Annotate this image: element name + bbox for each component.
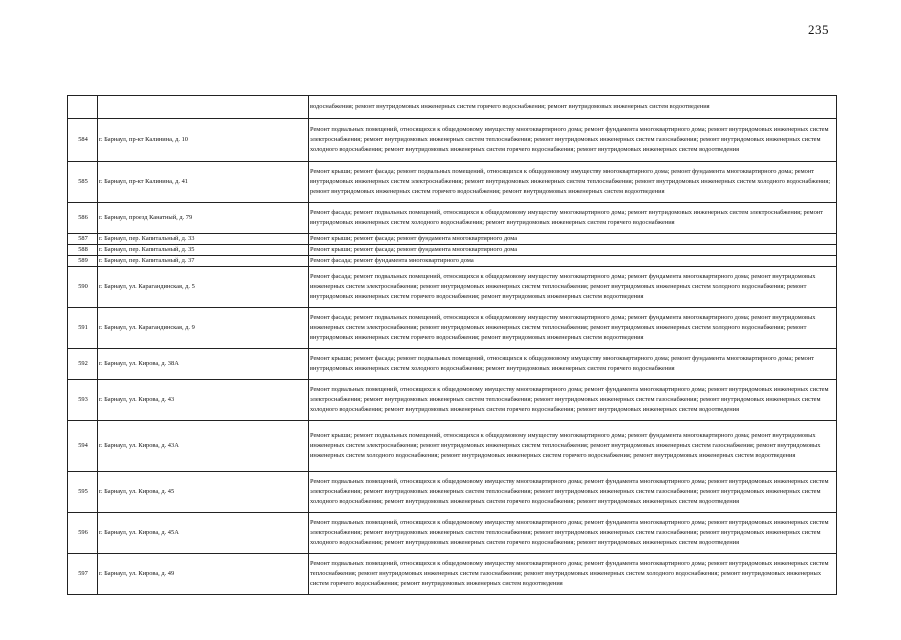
row-works: Ремонт крыши; ремонт фасада; ремонт фундамента многоквартирного дома (309, 245, 837, 256)
row-works: Ремонт крыши; ремонт фасада; ремонт подвальных помещений, относящихся к общедомовому имуществу многоквартирного дома; ремонт фундамента многоквартирного дома; ремонт внутридомовых инженерных систем холодного водоснабжения; ремонт внутридомовых инженерных систем горячего водоснабжения (309, 349, 837, 380)
table-row (68, 119, 837, 162)
row-address (98, 96, 309, 119)
row-number: 584 (68, 119, 98, 162)
row-address: г. Барнаул, ул. Карагандинская, д. 5 (98, 267, 309, 308)
row-works: Ремонт крыши; ремонт фасада; ремонт фундамента многоквартирного дома (309, 234, 837, 245)
row-works: Ремонт подвальных помещений, относящихся к общедомовому имуществу многоквартирного дома; ремонт фундамента многоквартирного дома; ремонт внутридомовых инженерных систем электроснабжения; ремонт внутридомовых инженерных систем теплоснабжения; ремонт внутридомовых инженерных систем газоснабжения; ремонт внутридомовых инженерных систем холодного водоснабжения; ремонт внутридомовых инженерных систем горячего водоснабжения; ремонт внутридомовых инженерных систем водоотведения (309, 513, 837, 554)
row-number: 593 (68, 380, 98, 421)
row-address: г. Барнаул, проезд Канатный, д. 79 (98, 203, 309, 234)
row-works: Ремонт подвальных помещений, относящихся к общедомовому имуществу многоквартирного дома; ремонт фундамента многоквартирного дома; ремонт внутридомовых инженерных систем электроснабжения; ремонт внутридомовых инженерных систем теплоснабжения; ремонт внутридомовых инженерных систем газоснабжения; ремонт внутридомовых инженерных систем холодного водоснабжения; ремонт внутридомовых инженерных систем горячего водоснабжения; ремонт внутридомовых инженерных систем водоотведения (309, 380, 837, 421)
table-row (68, 256, 837, 267)
row-works: Ремонт фасада; ремонт подвальных помещений, относящихся к общедомовому имуществу многоквартирного дома; ремонт внутридомовых инженерных систем электроснабжения; ремонт внутридомовых инженерных систем холодного водоснабжения; ремонт внутридомовых инженерных систем горячего водоснабжения (309, 203, 837, 234)
row-works: Ремонт подвальных помещений, относящихся к общедомовому имуществу многоквартирного дома; ремонт фундамента многоквартирного дома; ремонт внутридомовых инженерных систем теплоснабжения; ремонт внутридомовых инженерных систем газоснабжения; ремонт внутридомовых инженерных систем холодного водоснабжения; ремонт внутридомовых инженерных систем горячего водоснабжения; ремонт внутридомовых инженерных систем водоотведения (309, 554, 837, 595)
row-address: г. Барнаул, ул. Кирова, д. 43А (98, 421, 309, 472)
row-address: г. Барнаул, пр-кт Калинина, д. 10 (98, 119, 309, 162)
row-address: г. Барнаул, ул. Карагандинская, д. 9 (98, 308, 309, 349)
row-number (68, 96, 98, 119)
row-number: 596 (68, 513, 98, 554)
row-number: 587 (68, 234, 98, 245)
row-works: Ремонт подвальных помещений, относящихся к общедомовому имуществу многоквартирного дома; ремонт фундамента многоквартирного дома; ремонт внутридомовых инженерных систем электроснабжения; ремонт внутридомовых инженерных систем теплоснабжения; ремонт внутридомовых инженерных систем газоснабжения; ремонт внутридомовых инженерных систем холодного водоснабжения; ремонт внутридомовых инженерных систем горячего водоснабжения; ремонт внутридомовых инженерных систем водоотведения (309, 119, 837, 162)
table-row (68, 513, 837, 554)
row-number: 588 (68, 245, 98, 256)
row-number: 585 (68, 162, 98, 203)
row-address: г. Барнаул, ул. Кирова, д. 38А (98, 349, 309, 380)
row-works: водоснабжения; ремонт внутридомовых инженерных систем горячего водоснабжения; ремонт внутридомовых инженерных систем водоотведения (309, 96, 837, 119)
table-row (68, 203, 837, 234)
row-address: г. Барнаул, ул. Кирова, д. 43 (98, 380, 309, 421)
row-works: Ремонт фасада; ремонт подвальных помещений, относящихся к общедомовому имуществу многоквартирного дома; ремонт фундамента многоквартирного дома; ремонт внутридомовых инженерных систем электроснабжения; ремонт внутридомовых инженерных систем теплоснабжения; ремонт внутридомовых инженерных систем холодного водоснабжения; ремонт внутридомовых инженерных систем горячего водоснабжения; ремонт внутридомовых инженерных систем водоотведения (309, 267, 837, 308)
row-address: г. Барнаул, ул. Кирова, д. 45 (98, 472, 309, 513)
row-number: 591 (68, 308, 98, 349)
row-address: г. Барнаул, пр-кт Калинина, д. 41 (98, 162, 309, 203)
table-row (68, 421, 837, 472)
table-row (68, 554, 837, 595)
row-works: Ремонт фасада; ремонт подвальных помещений, относящихся к общедомовому имуществу многоквартирного дома; ремонт фундамента многоквартирного дома; ремонт внутридомовых инженерных систем электроснабжения; ремонт внутридомовых инженерных систем теплоснабжения; ремонт внутридомовых инженерных систем холодного водоснабжения; ремонт внутридомовых инженерных систем горячего водоснабжения; ремонт внутридомовых инженерных систем водоотведения (309, 308, 837, 349)
table-row (68, 308, 837, 349)
row-number: 595 (68, 472, 98, 513)
table-row (68, 380, 837, 421)
table-row (68, 162, 837, 203)
row-address: г. Барнаул, пер. Капитальный, д. 35 (98, 245, 309, 256)
row-works: Ремонт крыши; ремонт подвальных помещений, относящихся к общедомовому имуществу многоквартирного дома; ремонт фундамента многоквартирного дома; ремонт внутридомовых инженерных систем электроснабжения; ремонт внутридомовых инженерных систем теплоснабжения; ремонт внутридомовых инженерных систем газоснабжения; ремонт внутридомовых инженерных систем холодного водоснабжения; ремонт внутридомовых инженерных систем горячего водоснабжения; ремонт внутридомовых инженерных систем водоотведения (309, 421, 837, 472)
row-address: г. Барнаул, ул. Кирова, д. 45А (98, 513, 309, 554)
row-works: Ремонт фасада; ремонт фундамента многоквартирного дома (309, 256, 837, 267)
row-number: 597 (68, 554, 98, 595)
table-row (68, 245, 837, 256)
row-address: г. Барнаул, пер. Капитальный, д. 33 (98, 234, 309, 245)
buildings-table (67, 95, 837, 595)
row-address: г. Барнаул, ул. Кирова, д. 49 (98, 554, 309, 595)
row-works: Ремонт крыши; ремонт фасада; ремонт подвальных помещений, относящихся к общедомовому имуществу многоквартирного дома; ремонт фундамента многоквартирного дома; ремонт внутридомовых инженерных систем электроснабжения; ремонт внутридомовых инженерных систем теплоснабжения; ремонт внутридомовых инженерных систем холодного водоснабжения; ремонт внутридомовых инженерных систем горячего водоснабжения; ремонт внутридомовых инженерных систем водоотведения (309, 162, 837, 203)
row-number: 586 (68, 203, 98, 234)
page-number: 235 (808, 22, 829, 37)
row-address: г. Барнаул, пер. Капитальный, д. 37 (98, 256, 309, 267)
table-row (68, 267, 837, 308)
table-row (68, 349, 837, 380)
table-row (68, 234, 837, 245)
table-row (68, 472, 837, 513)
row-number: 590 (68, 267, 98, 308)
row-works: Ремонт подвальных помещений, относящихся к общедомовому имуществу многоквартирного дома; ремонт фундамента многоквартирного дома; ремонт внутридомовых инженерных систем электроснабжения; ремонт внутридомовых инженерных систем теплоснабжения; ремонт внутридомовых инженерных систем газоснабжения; ремонт внутридомовых инженерных систем холодного водоснабжения; ремонт внутридомовых инженерных систем горячего водоснабжения; ремонт внутридомовых инженерных систем водоотведения (309, 472, 837, 513)
row-number: 589 (68, 256, 98, 267)
row-number: 594 (68, 421, 98, 472)
row-number: 592 (68, 349, 98, 380)
table-row (68, 96, 837, 119)
